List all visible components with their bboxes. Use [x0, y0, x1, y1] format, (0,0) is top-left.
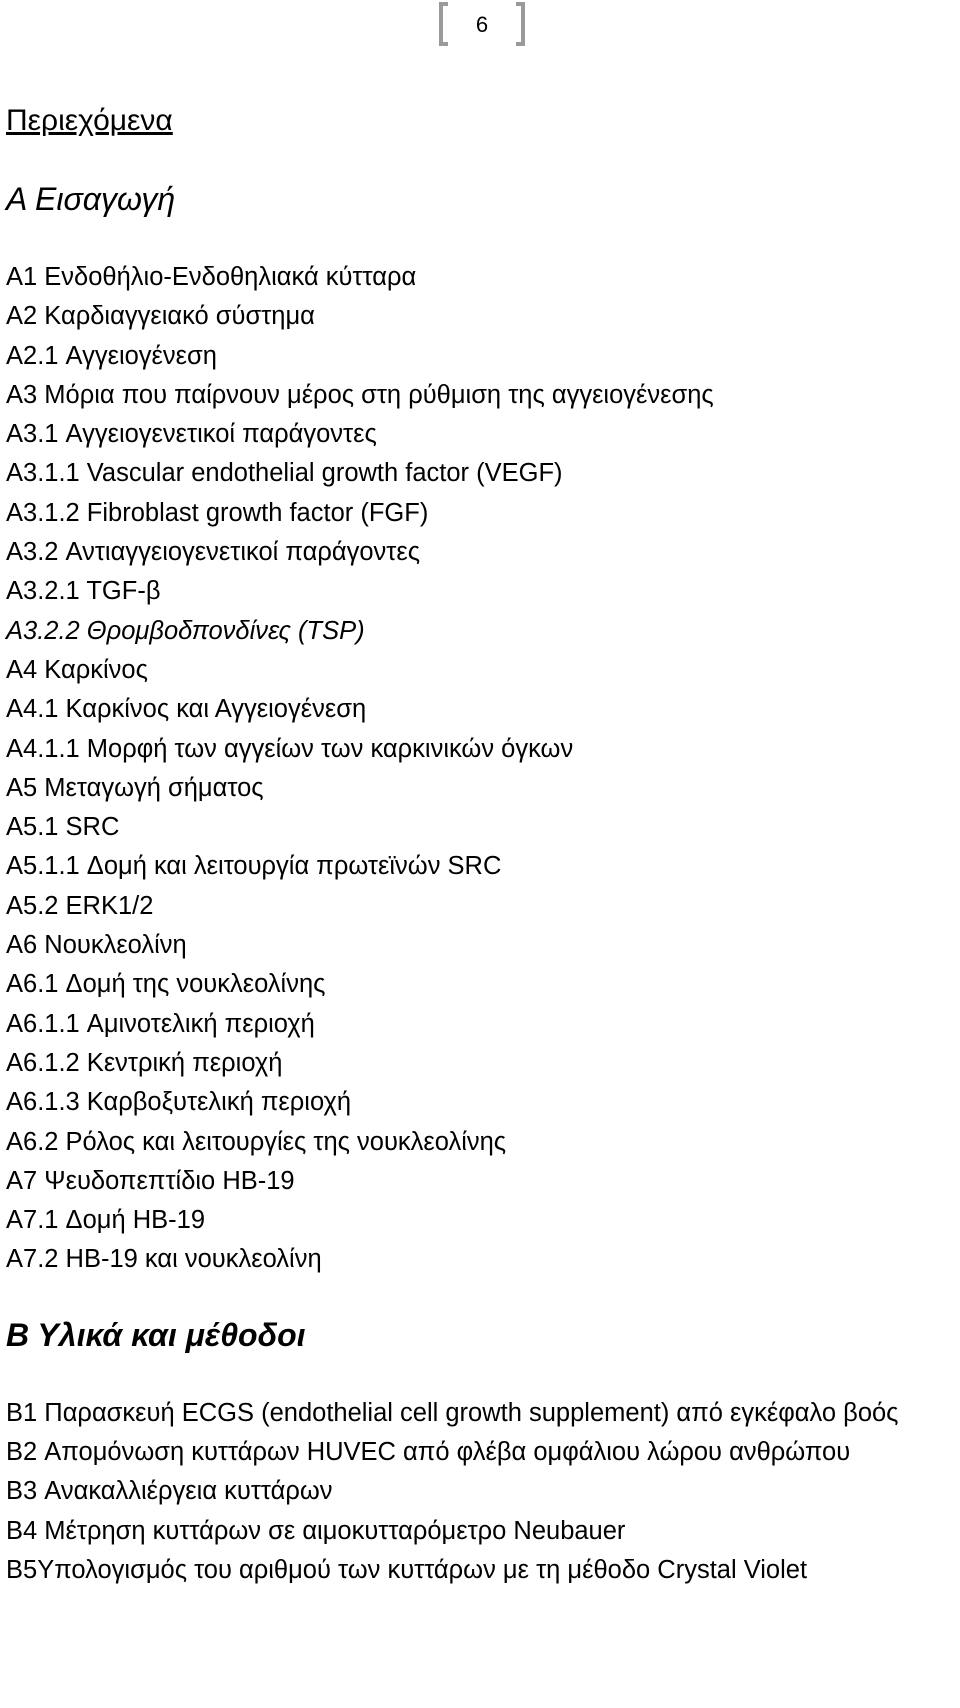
toc-entry: B5Υπολογισμός του αριθμού των κυττάρων με τη μέθοδο Crystal Violet	[6, 1555, 808, 1584]
section-a-heading: Α Εισαγωγή	[6, 181, 176, 217]
toc-entry: A6.1.3 Καρβοξυτελική περιοχή	[6, 1088, 352, 1117]
toc-entry: B1 Παρασκευή ECGS (endothelial cell growth supplement) από εγκέφαλο βοός	[6, 1398, 899, 1427]
section-a-entries	[6, 258, 956, 1280]
toc-entry: A3.1 Αγγειογενετικοί παράγοντες	[6, 420, 377, 449]
toc-entry: A7 Ψευδοπεπτίδιο HB-19	[6, 1166, 295, 1195]
toc-title: Περιεχόμενα	[6, 104, 173, 137]
toc-entry: A3.2 Αντιαγγειογενετικοί παράγοντες	[6, 538, 421, 567]
toc-entry: A5.1 SRC	[6, 813, 120, 842]
section-spacer	[6, 1280, 956, 1314]
page-number: 6	[475, 12, 489, 37]
toc-entry: A4 Καρκίνος	[6, 655, 148, 684]
toc-entry: A5.2 ERK1/2	[6, 891, 154, 920]
section-b-heading: Β Υλικά και μέθοδοι	[6, 1316, 306, 1353]
toc-entry: A6.2 Ρόλος και λειτουργίες της νουκλεολίνης	[6, 1127, 507, 1156]
toc-entry: A3.1.2 Fibroblast growth factor (FGF)	[6, 498, 429, 527]
toc-entry: A6.1 Δομή της νουκλεολίνης	[6, 970, 326, 999]
toc-entry: A6.1.1 Αμινοτελική περιοχή	[6, 1009, 315, 1038]
toc-entry: A3.2.1 TGF-β	[6, 577, 161, 606]
toc-entry: A2 Καρδιαγγειακό σύστημα	[6, 302, 315, 331]
right-bracket-icon	[514, 2, 528, 46]
toc-entry: A6.1.2 Κεντρική περιοχή	[6, 1048, 283, 1077]
table-of-contents	[6, 102, 956, 1590]
toc-entry: A6 Νουκλεολίνη	[6, 931, 187, 960]
toc-entry: B2 Απομόνωση κυττάρων HUVEC από φλέβα ομφάλιου λώρου ανθρώπου	[6, 1438, 851, 1467]
section-b-entries	[6, 1394, 956, 1590]
toc-entry: B4 Μέτρηση κυττάρων σε αιμοκυτταρόμετρο Neubauer	[6, 1516, 626, 1545]
toc-entry: A3.1.1 Vascular endothelial growth factor (VEGF)	[6, 459, 563, 488]
toc-entry: A4.1 Καρκίνος και Αγγειογένεση	[6, 695, 367, 724]
toc-entry: A5 Μεταγωγή σήματος	[6, 773, 264, 802]
toc-entry: A3.2.2 Θρομβοδπονδίνες (TSP)	[6, 616, 365, 645]
toc-entry: A4.1.1 Μορφή των αγγείων των καρκινικών όγκων	[6, 734, 574, 763]
toc-entry: A3 Μόρια που παίρνουν μέρος στη ρύθμιση της αγγειογένεσης	[6, 380, 714, 409]
page-number-box	[436, 2, 528, 46]
toc-entry: A7.2 HB-19 και νουκλεολίνη	[6, 1245, 322, 1274]
toc-entry: A1 Ενδοθήλιο-Ενδοθηλιακά κύτταρα	[6, 263, 417, 291]
toc-entry: A7.1 Δομή HB-19	[6, 1206, 205, 1235]
toc-entry: B3 Ανακαλλιέργεια κυττάρων	[6, 1477, 333, 1506]
toc-entry: A5.1.1 Δομή και λειτουργία πρωτεϊνών SRC	[6, 852, 502, 881]
toc-entry: A2.1 Αγγειογένεση	[6, 341, 217, 370]
